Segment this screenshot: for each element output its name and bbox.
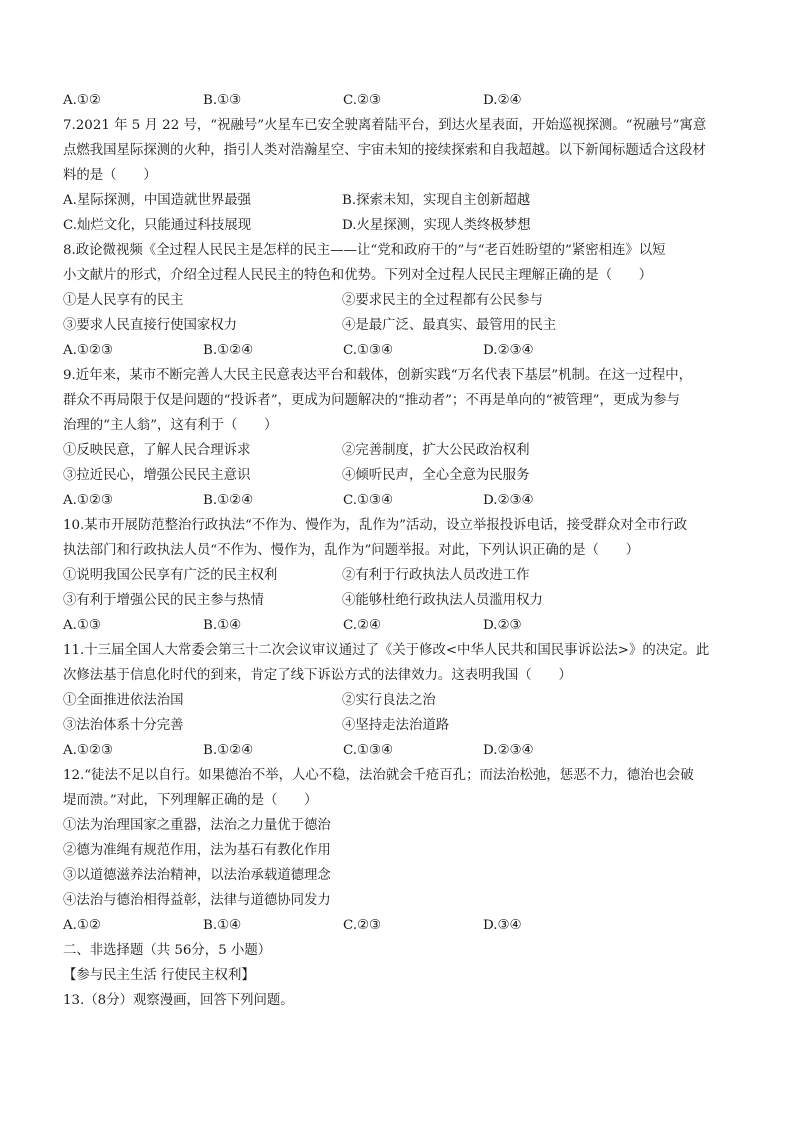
section-subheading: 【参与民主生活 行使民主权利】 [63,968,255,983]
question-8 [63,238,743,363]
option-c: C.②③ [343,918,382,933]
question-stem-line: 10.某市开展防范整治行政执法“不作为、慢作为，乱作为”活动，设立举报投诉电话，接受群众对全市行政 [63,518,688,533]
statement-1: ①反映民意，了解人民合理诉求 [63,443,251,458]
question-11 [63,638,743,763]
question-10 [63,513,743,638]
question-stem-line: 次修法基于信息化时代的到来，肯定了线下诉讼方式的法律效力。这表明我国（ ） [63,668,572,683]
option-b: B.①②④ [203,743,254,758]
option-c: C.②③ [343,93,382,108]
question-7 [63,113,743,238]
question-stem-line: 点燃我国星际探测的火种，指引人类对浩瀚星空、宇宙未知的接续探索和自我超越。以下新闻标题适合这段材 [63,143,706,158]
statement-4: ④法治与德治相得益彰，法律与道德协同发力 [63,893,331,908]
option-b: B.①②④ [203,493,254,508]
option-a: A.①③ [63,618,101,633]
option-b: B.①④ [203,618,242,633]
statement-3: ③有利于增强公民的民主参与热情 [63,593,264,608]
option-d: D.火星探测，实现人类终极梦想 [342,218,531,233]
statement-4: ④倾听民声，全心全意为民服务 [342,468,530,483]
statement-1: ①法为治理国家之重器，法治之力量优于德治 [63,818,331,833]
statement-4: ④能够杜绝行政执法人员滥用权力 [342,593,543,608]
option-d: D.②③④ [483,343,534,358]
option-a: A.①② [63,918,101,933]
option-a: A.①②③ [63,493,113,508]
statement-3: ③拉近民心，增强公民民主意识 [63,468,251,483]
option-c: C.①③④ [343,493,394,508]
statement-1: ①是人民享有的民主 [63,293,184,308]
statement-3: ③法治体系十分完善 [63,718,184,733]
option-a: A.星际探测，中国造就世界最强 [63,193,252,208]
option-d: D.②③④ [483,743,534,758]
option-a: A.①②③ [63,343,113,358]
option-c: C.①③④ [343,343,394,358]
option-d: D.②③④ [483,493,534,508]
statement-2: ②实行良法之治 [342,693,436,708]
question-stem-line: 7.2021 年 5 月 22 号，“祝融号”火星车已安全驶离着陆平台，到达火星表面，开始巡视探测。“祝融号”寓意 [63,118,707,133]
question-stem-line: 8.政论微视频《全过程人民民主是怎样的民主——让“党和政府干的”与“老百姓盼望的”紧密相连》以短 [63,243,666,258]
option-b: B.①④ [203,918,242,933]
question-stem-line: 群众不再局限于仅是问题的“投诉者”，更成为问题解决的“推动者”；不再是单向的“被管理”，更成为参与 [63,393,680,408]
option-d: D.③④ [483,918,522,933]
statement-2: ②要求民主的全过程都有公民参与 [342,293,543,308]
option-c: C.②④ [343,618,382,633]
option-d: D.②④ [483,93,522,108]
section-2 [63,938,743,1013]
statement-4: ④坚持走法治道路 [342,718,450,733]
statement-1: ①全面推进依法治国 [63,693,184,708]
question-stem-line: 11.十三届全国人大常委会第三十二次会议审议通过了《关于修改<中华人民共和国民事诉讼法>》的决定。此 [63,643,710,658]
statement-4: ④是最广泛、最真实、最管用的民主 [342,318,557,333]
option-a: A.①②③ [63,743,113,758]
statement-1: ①说明我国公民享有广泛的民主权利 [63,568,278,583]
option-b: B.探索未知，实现自主创新超越 [342,193,531,208]
statement-2: ②德为准绳有规范作用，法为基石有教化作用 [63,843,331,858]
option-b: B.①②④ [203,343,254,358]
prev-question-options [63,88,743,113]
question-9 [63,363,743,513]
question-stem-line: 12.“徒法不足以自行。如果德治不举，人心不稳，法治就会千疮百孔；而法治松弛，惩恶不力，德治也会破 [63,768,694,783]
statement-2: ②有利于行政执法人员改进工作 [342,568,530,583]
exam-page [63,88,743,1013]
question-stem-line: 堤而溃。”对此，下列理解正确的是（ ） [63,793,318,808]
option-b: B.①③ [203,93,242,108]
option-c: C.①③④ [343,743,394,758]
statement-3: ③以道德滋养法治精神，以法治承载道德理念 [63,868,331,883]
question-stem-line: 9.近年来，某市不断完善人大民主民意表达平台和载体，创新实践“万名代表下基层”机制。在这一过程中， [63,368,693,383]
question-12 [63,763,743,938]
section-heading: 二、非选择题（共 56分，5 小题） [63,943,272,958]
question-stem-line: 执法部门和行政执法人员“不作为、慢作为，乱作为”问题举报。对此，下列认识正确的是（ ） [63,543,640,558]
question-stem-line: 小文献片的形式，介绍全过程人民民主的特色和优势。下列对全过程人民民主理解正确的是（ ） [63,268,653,283]
question-stem-line: 料的是（ ） [63,168,157,183]
statement-3: ③要求人民直接行使国家权力 [63,318,238,333]
statement-2: ②完善制度，扩大公民政治权利 [342,443,530,458]
question-13-stem: 13.（8分）观察漫画，回答下列问题。 [63,993,294,1008]
option-d: D.②③ [483,618,522,633]
option-a: A.①② [63,93,101,108]
option-c: C.灿烂文化，只能通过科技展现 [63,218,252,233]
question-stem-line: 治理的“主人翁”，这有利于（ ） [63,418,278,433]
